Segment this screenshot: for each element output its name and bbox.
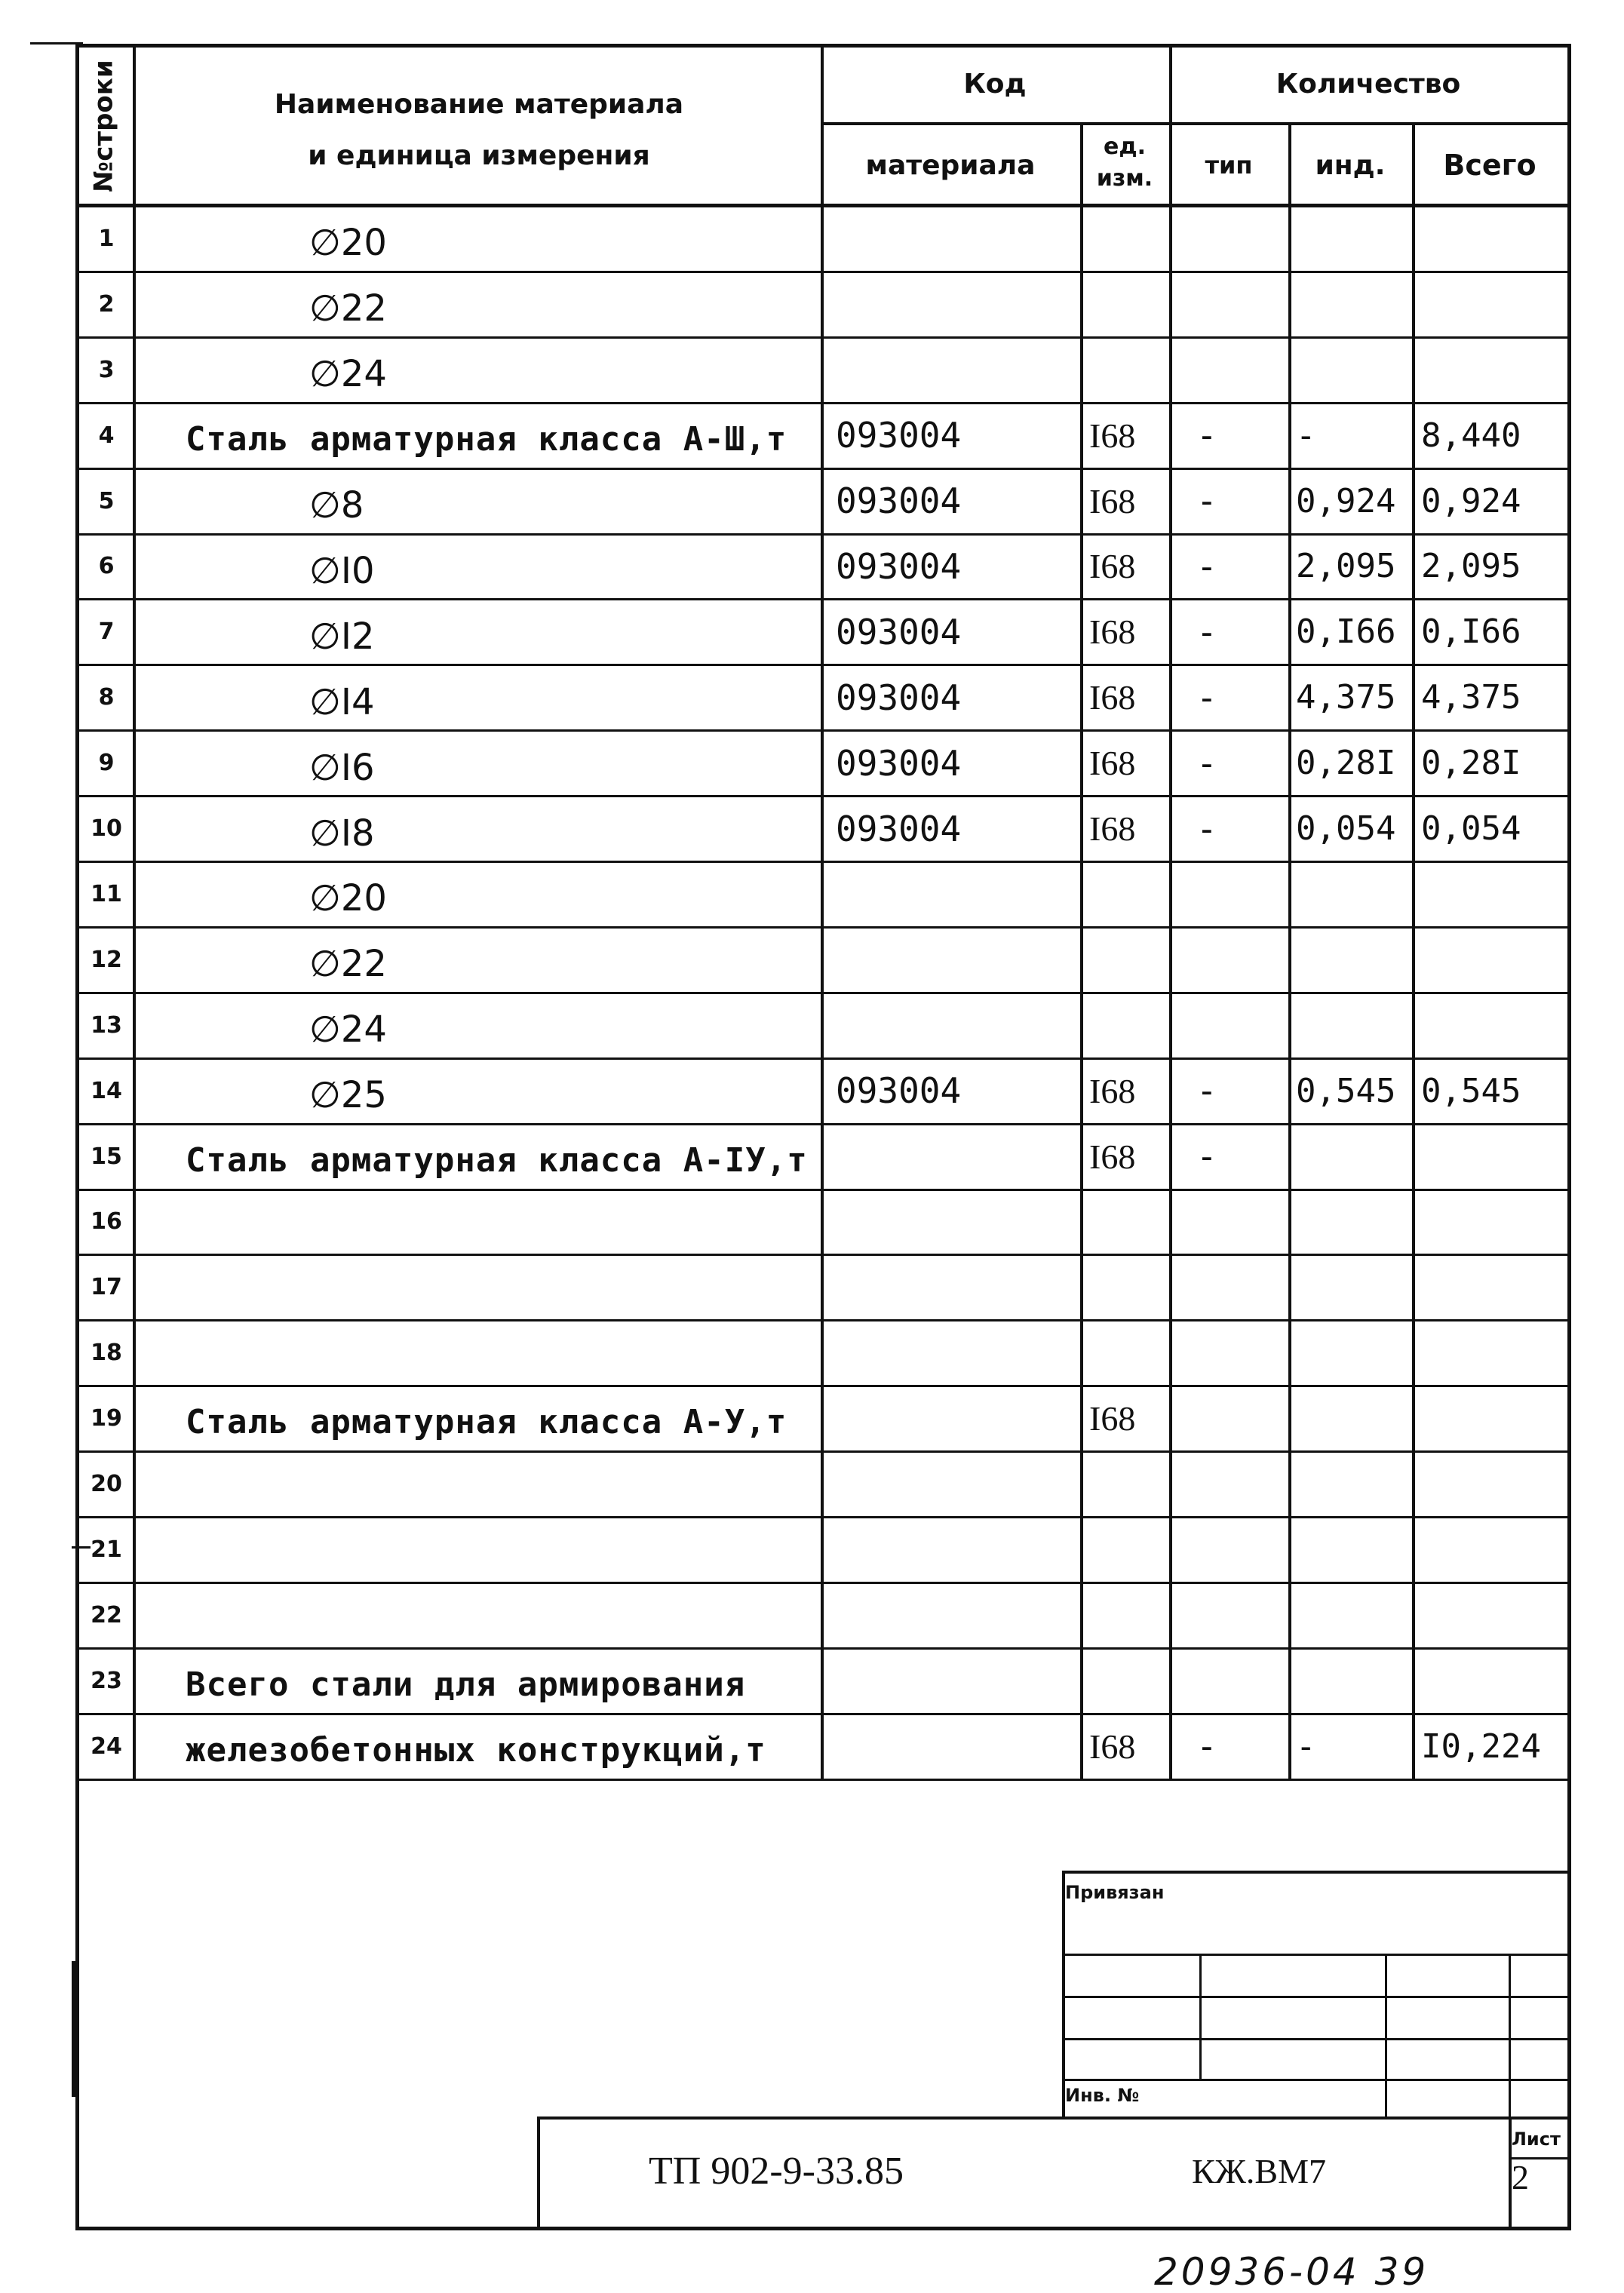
row-2-type [1174,272,1288,336]
grid-line [1199,1954,1202,2079]
row-16-code [825,1190,1080,1254]
row-24-name: железобетонных конструкций,т [186,1730,766,1770]
row-4-code: 093004 [836,415,962,456]
row-3-unit [1083,338,1169,402]
row-1-unit [1083,207,1169,271]
row-17-total [1417,1255,1567,1319]
row-12-code [825,928,1080,992]
row-9-total: 0,28I [1421,744,1521,783]
grid-line [1288,122,1291,1779]
row-12-unit [1083,928,1169,992]
row-14-name: ∅25 [309,1074,387,1117]
row-15-code [825,1125,1080,1189]
row-16-n: 16 [91,1208,122,1236]
total-header: Всего [1443,149,1537,182]
row-7-unit: I68 [1089,612,1136,652]
grid-line [1062,2038,1571,2040]
row-12-total [1417,928,1567,992]
row-14-type: - [1196,1070,1217,1112]
row-10-name: ∅I8 [309,812,375,855]
row-24-n: 24 [91,1733,122,1760]
row-16-ind [1293,1190,1412,1254]
row-13-code [825,993,1080,1057]
row-22-n: 22 [91,1601,122,1628]
row-8-total: 4,375 [1421,678,1521,717]
row-11-unit [1083,862,1169,926]
grid-line [75,1779,1570,1781]
row-16-type [1174,1190,1288,1254]
row-22-code [825,1583,1080,1647]
row-15-unit: I68 [1089,1137,1136,1176]
row-2-name: ∅22 [309,287,387,330]
row-5-n: 5 [98,487,115,514]
row-17-n: 17 [91,1274,122,1301]
row-6-name: ∅I0 [309,549,375,592]
row-11-n: 11 [91,880,122,907]
row-23-unit [1083,1649,1169,1713]
row-16-name [136,1190,821,1254]
row-9-name: ∅I6 [309,746,375,789]
row-10-type: - [1196,808,1217,849]
row-16-unit [1083,1190,1169,1254]
row-19-unit: I68 [1089,1399,1136,1438]
row-17-ind [1293,1255,1412,1319]
row-5-code: 093004 [836,480,962,522]
row-20-name [136,1452,821,1516]
row-17-name [136,1255,821,1319]
row-13-name: ∅24 [309,1008,387,1051]
row-9-unit: I68 [1089,744,1136,783]
row-23-n: 23 [91,1667,122,1694]
row-21-unit [1083,1518,1169,1582]
grid-line [1062,1996,1571,1998]
row-24-total: I0,224 [1421,1727,1541,1766]
grid-line [1062,1954,1571,1956]
row-6-total: 2,095 [1421,547,1521,586]
row-23-ind [1293,1649,1412,1713]
row-4-name: Сталь арматурная класса А-Ш,т [186,419,787,459]
row-3-total [1417,338,1567,402]
row-20-code [825,1452,1080,1516]
row-21-name [136,1518,821,1582]
row-10-unit: I68 [1089,809,1136,849]
row-number-header: №строки [89,60,119,192]
row-4-n: 4 [98,422,115,449]
ind-header: инд. [1315,149,1386,181]
row-6-code: 093004 [836,545,962,587]
row-23-total [1417,1649,1567,1713]
row-1-type [1174,207,1288,271]
row-13-ind [1293,993,1412,1057]
row-14-total: 0,545 [1421,1071,1521,1110]
row-8-unit: I68 [1089,678,1136,717]
row-8-n: 8 [98,684,115,711]
row-2-total [1417,272,1567,336]
row-12-type [1174,928,1288,992]
row-1-code [825,207,1080,271]
row-3-n: 3 [98,356,115,383]
row-22-ind [1293,1583,1412,1647]
row-3-ind [1293,338,1412,402]
row-2-code [825,272,1080,336]
row-7-total: 0,I66 [1421,612,1521,652]
row-11-code [825,862,1080,926]
row-2-ind [1293,272,1412,336]
row-5-total: 0,924 [1421,481,1521,520]
row-5-name: ∅8 [309,484,364,527]
sheet-label: Лист [1512,2129,1561,2150]
archive-number: 20936-04 39 [1154,2251,1429,2293]
row-9-code: 093004 [836,742,962,784]
row-19-n: 19 [91,1405,122,1432]
grid-line [537,2116,1570,2120]
row-21-total [1417,1518,1567,1582]
row-3-name: ∅24 [309,353,387,396]
grid-line [1412,122,1415,1779]
row-17-code [825,1255,1080,1319]
row-13-total [1417,993,1567,1057]
row-11-ind [1293,862,1412,926]
row-19-total [1417,1386,1567,1450]
row-6-unit: I68 [1089,547,1136,586]
row-6-ind: 2,095 [1296,547,1396,586]
row-4-unit: I68 [1089,416,1136,455]
row-23-type [1174,1649,1288,1713]
grid-line [75,2227,1571,2230]
row-10-total: 0,054 [1421,809,1521,849]
row-2-unit [1083,272,1169,336]
row-16-total [1417,1190,1567,1254]
grid-line [537,2116,540,2230]
row-17-unit [1083,1255,1169,1319]
row-11-name: ∅20 [309,877,387,920]
unit-header-line2: изм. [1096,165,1153,192]
row-19-name: Сталь арматурная класса А-У,т [186,1403,787,1442]
row-6-type: - [1196,545,1217,587]
row-8-ind: 4,375 [1296,678,1396,717]
row-21-type [1174,1518,1288,1582]
row-4-ind: - [1296,416,1316,455]
row-1-ind [1293,207,1412,271]
bound-label: Привязан [1065,1882,1165,1903]
type-header: тип [1205,151,1253,180]
row-14-ind: 0,545 [1296,1071,1396,1110]
grid-line [72,1961,78,2097]
row-20-total [1417,1452,1567,1516]
row-13-unit [1083,993,1169,1057]
row-15-ind [1293,1125,1412,1189]
row-18-total [1417,1321,1567,1385]
row-22-unit [1083,1583,1169,1647]
row-4-type: - [1196,415,1217,456]
row-9-ind: 0,28I [1296,744,1396,783]
row-21-code [825,1518,1080,1582]
row-11-type [1174,862,1288,926]
row-21-ind [1293,1518,1412,1582]
row-20-n: 20 [91,1471,122,1498]
row-19-ind [1293,1386,1412,1450]
code-header: Код [963,68,1027,100]
row-20-type [1174,1452,1288,1516]
row-22-name [136,1583,821,1647]
row-20-unit [1083,1452,1169,1516]
row-6-n: 6 [98,553,115,580]
row-7-ind: 0,I66 [1296,612,1396,652]
row-15-total [1417,1125,1567,1189]
row-10-n: 10 [91,815,122,843]
row-1-name: ∅20 [309,222,387,265]
row-24-code [825,1714,1080,1779]
row-14-unit: I68 [1089,1071,1136,1110]
row-10-ind: 0,054 [1296,809,1396,849]
row-24-unit: I68 [1089,1727,1136,1766]
row-19-type [1174,1386,1288,1450]
row-7-n: 7 [98,619,115,646]
grid-line [1509,1954,1511,2120]
document-code: ТП 902-9-33.85 [649,2149,904,2193]
row-22-type [1174,1583,1288,1647]
row-7-type: - [1196,611,1217,652]
row-3-type [1174,338,1288,402]
row-19-code [825,1386,1080,1450]
row-24-ind: - [1296,1727,1316,1766]
row-18-unit [1083,1321,1169,1385]
row-7-code: 093004 [836,611,962,652]
row-5-type: - [1196,480,1217,522]
quantity-header: Количество [1276,68,1461,100]
row-8-type: - [1196,677,1217,718]
sheet-number: 2 [1512,2157,1529,2196]
row-21-n: 21 [91,1536,122,1563]
row-18-name [136,1321,821,1385]
row-12-n: 12 [91,946,122,973]
row-2-n: 2 [98,290,115,318]
row-13-n: 13 [91,1011,122,1039]
row-7-name: ∅I2 [309,615,375,658]
row-18-n: 18 [91,1340,122,1367]
row-12-name: ∅22 [309,943,387,986]
row-17-type [1174,1255,1288,1319]
row-23-name: Всего стали для армирования [186,1665,746,1704]
row-14-code: 093004 [836,1070,962,1112]
drawing-mark: КЖ.ВМ7 [1192,2151,1326,2190]
row-10-code: 093004 [836,808,962,849]
inventory-number-label: Инв. № [1065,2085,1140,2106]
row-12-ind [1293,928,1412,992]
row-5-ind: 0,924 [1296,481,1396,520]
material-code-header: материала [865,149,1036,181]
row-23-code [825,1649,1080,1713]
row-14-n: 14 [91,1077,122,1104]
row-22-total [1417,1583,1567,1647]
row-18-ind [1293,1321,1412,1385]
name-header-line2: и единица измерения [308,140,650,171]
row-15-type: - [1196,1136,1217,1177]
unit-header-line1: ед. [1104,134,1146,160]
name-header-line1: Наименование материала [274,88,684,120]
row-18-code [825,1321,1080,1385]
row-8-code: 093004 [836,677,962,718]
row-24-type: - [1196,1726,1217,1767]
row-4-total: 8,440 [1421,416,1521,455]
row-9-n: 9 [98,750,115,777]
row-1-n: 1 [98,225,115,252]
row-13-type [1174,993,1288,1057]
row-9-type: - [1196,742,1217,784]
row-1-total [1417,207,1567,271]
row-15-n: 15 [91,1143,122,1170]
row-8-name: ∅I4 [309,680,375,723]
grid-line [1385,1954,1387,2120]
row-3-code [825,338,1080,402]
row-11-total [1417,862,1567,926]
row-15-name: Сталь арматурная класса А-IУ,т [186,1140,808,1180]
row-18-type [1174,1321,1288,1385]
row-20-ind [1293,1452,1412,1516]
grid-line [1567,44,1571,2230]
row-5-unit: I68 [1089,481,1136,520]
